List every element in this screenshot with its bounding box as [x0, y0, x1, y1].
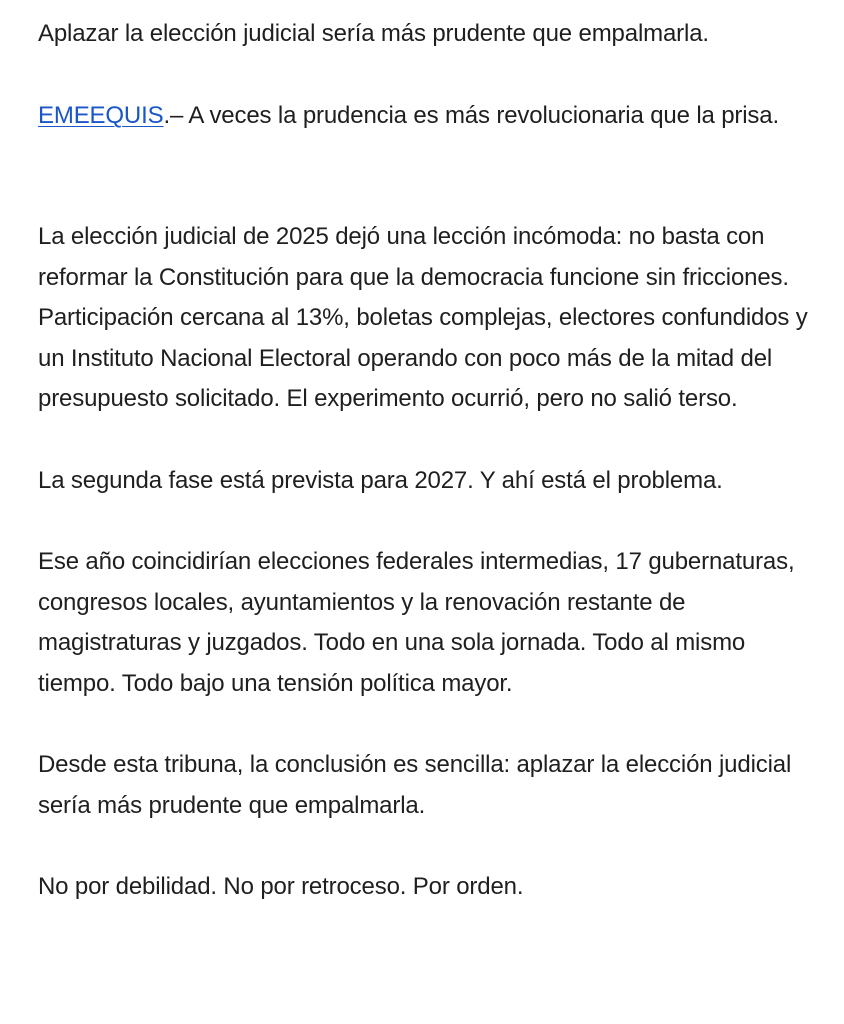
paragraph-2027-coincidence: Ese año coincidirían elecciones federales intermedias, 17 gubernaturas, congresos locales, ayuntamientos y la renovación restante de magistraturas y juzgados. Todo en una sola jornada. Todo al mismo tiempo. Todo bajo una tensión política mayor. [38, 548, 795, 697]
byline-text: .– A veces la prudencia es más revolucionaria que la prisa. [163, 101, 780, 129]
paragraph-second-phase: La segunda fase está prevista para 2027. Y ahí está el problema. [38, 466, 723, 494]
headline-paragraph: Aplazar la elección judicial sería más prudente que empalmarla. [38, 20, 709, 47]
byline-paragraph [38, 96, 814, 137]
paragraph-closing: No por debilidad. No por retroceso. Por orden. [38, 873, 524, 900]
paragraph-conclusion: Desde esta tribuna, la conclusión es sencilla: aplazar la elección judicial sería más prudente que empalmarla. [38, 751, 792, 819]
source-link[interactable]: EMEEQUIS [38, 101, 164, 129]
paragraph-lesson: La elección judicial de 2025 dejó una lección incómoda: no basta con reformar la Constitución para que la democracia funcione sin fricciones. Participación cercana al 13%, boletas complejas, electores confundidos y un Instituto Nacional Electoral operando con poco más de la mitad del presupuesto solicitado. El experimento ocurrió, pero no salió terso. [38, 223, 808, 412]
